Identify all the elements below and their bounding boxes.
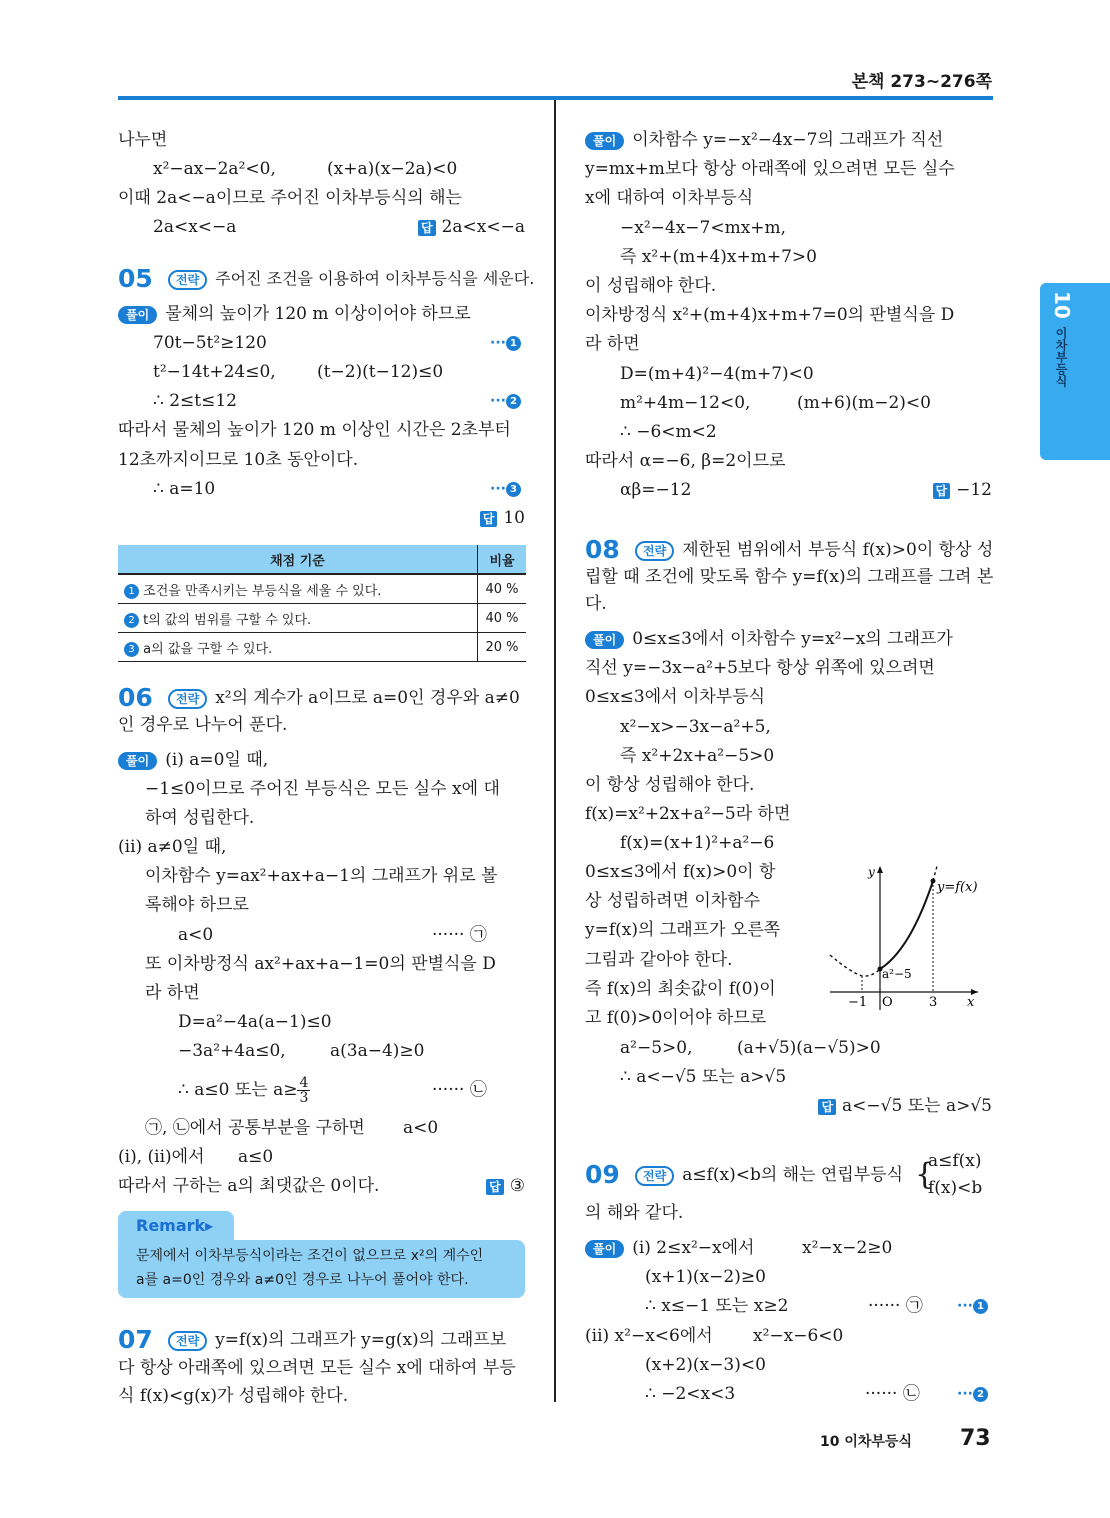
- ratio-cell: 40 %: [478, 574, 527, 604]
- text-line: 또 이차방정식 ax²+ax+a−1=0의 판별식을 D: [145, 954, 496, 974]
- answer-value: −12: [956, 480, 992, 500]
- scoring-table: [118, 545, 526, 662]
- text-line: 나누면: [118, 130, 168, 150]
- solution-badge: 풀이: [585, 132, 624, 150]
- answer-badge: 답: [480, 511, 498, 527]
- table-row: [118, 604, 526, 633]
- answer-badge: 답: [486, 1179, 504, 1195]
- text-line: 립할 때 조건에 맞도록 함수 y=f(x)의 그래프를 그려 본: [585, 567, 994, 587]
- text-line: 이 성립해야 한다.: [585, 276, 717, 296]
- strategy-line: [168, 1328, 506, 1352]
- ratio-cell: 20 %: [478, 633, 527, 662]
- problem-number: 09: [585, 1160, 620, 1189]
- solution-text: 0≤x≤3에서 이차함수 y=x²−x의 그래프가: [632, 629, 953, 649]
- answer-badge: 답: [418, 220, 436, 236]
- math-line: 즉 x²+2x+a²−5>0: [620, 746, 775, 766]
- system-brace: {: [915, 1157, 935, 1192]
- remark-box: [118, 1240, 525, 1298]
- math-line: −x²−4x−7<mx+m,: [620, 218, 787, 238]
- text-line: y=mx+m보다 항상 아래쪽에 있으려면 모든 실수: [585, 159, 955, 179]
- problem-number: 05: [118, 264, 153, 293]
- text-line: 이차방정식 x²+(m+4)x+m+7=0의 판별식을 D: [585, 305, 955, 325]
- text-line: 이차함수 y=ax²+ax+a−1의 그래프가 위로 볼: [145, 866, 498, 886]
- text-line: 그림과 같아야 한다.: [585, 950, 733, 970]
- math-line: ∴ 2≤t≤12: [153, 391, 237, 411]
- answer-value: a<−√5 또는 a>√5: [842, 1096, 992, 1116]
- answer-line: [300, 215, 525, 239]
- strategy-badge: 전략: [168, 270, 207, 290]
- math-text: ∴ a≤0 또는 a≥: [178, 1080, 298, 1100]
- math-line: a<0: [403, 1118, 439, 1138]
- math-line: x²−x−6<0: [753, 1326, 844, 1346]
- math-line: a²−5>0,: [620, 1038, 693, 1058]
- math-line: D=a²−4a(a−1)≤0: [178, 1012, 332, 1032]
- answer-line: [760, 1094, 992, 1118]
- strategy-line: [168, 267, 534, 291]
- strategy-text: a≤f(x)<b의 해는 연립부등식: [682, 1165, 904, 1185]
- endpoint: [931, 879, 936, 884]
- math-line: x²−x>−3x−a²+5,: [620, 717, 771, 737]
- math-line: ∴ a=10: [153, 479, 216, 499]
- text-line: y=f(x)의 그래프가 오른쪽: [585, 920, 781, 940]
- step-marker-3: ··· 3: [490, 477, 521, 501]
- text-line: 인 경우로 나누어 푼다.: [118, 715, 288, 735]
- curve-label: y=f(x): [937, 880, 978, 895]
- table-row: [118, 633, 526, 662]
- math-line: a<0: [178, 925, 214, 945]
- equation-tag: ······ ㉠: [432, 925, 487, 945]
- text-line: x에 대하여 이차부등식: [585, 188, 754, 208]
- y-label: y: [868, 865, 875, 879]
- math-line: ∴ −2<x<3: [645, 1384, 736, 1404]
- text-line: (i), (ii)에서: [118, 1147, 205, 1167]
- solution-badge: 풀이: [585, 631, 624, 649]
- text-line: (ii) x²−x<6에서: [585, 1326, 713, 1346]
- text-line: −1≤0이므로 주어진 부등식은 모든 실수 x에 대: [145, 779, 500, 799]
- solution-badge: 풀이: [585, 1240, 624, 1258]
- math-line: ∴ a<−√5 또는 a>√5: [620, 1067, 787, 1087]
- ratio-cell: 40 %: [478, 604, 527, 633]
- remark-title: Remark▸: [136, 1216, 214, 1235]
- criteria-text: t의 값의 범위를 구할 수 있다.: [143, 612, 312, 628]
- math-line: f(x)=(x+1)²+a²−6: [620, 833, 775, 853]
- math-line: m²+4m−12<0,: [620, 393, 751, 413]
- equation-tag: ······ ㉡: [432, 1080, 487, 1100]
- text-line: 0≤x≤3에서 f(x)>0이 항: [585, 862, 776, 882]
- strategy-badge: 전략: [168, 689, 207, 709]
- solution-text: (i) 2≤x²−x에서: [632, 1238, 755, 1258]
- math-line: ∴ x≤−1 또는 x≥2: [645, 1296, 789, 1316]
- math-line: a≤0: [238, 1147, 274, 1167]
- solution-line: [585, 1236, 754, 1260]
- text-line: 즉 f(x)의 최솟값이 f(0)이: [585, 979, 776, 999]
- math-line: t²−14t+24≤0,: [153, 362, 276, 382]
- text-line: 다.: [585, 594, 607, 614]
- problem-number: 06: [118, 683, 153, 712]
- tick-label-3: 3: [929, 995, 938, 1010]
- math-line: 즉 x²+(m+4)x+m+7>0: [620, 247, 817, 267]
- math-line: (m+6)(m−2)<0: [797, 393, 931, 413]
- book-page-reference: 본책 273~276쪽: [851, 72, 992, 92]
- chapter-side-tab[interactable]: [1040, 283, 1110, 460]
- math-line: αβ=−12: [620, 480, 692, 500]
- system-line-1: a≤f(x): [928, 1151, 982, 1171]
- solution-badge: 풀이: [118, 752, 157, 770]
- math-line: (x+a)(x−2a)<0: [327, 159, 458, 179]
- dashed-curve-left: [830, 955, 880, 976]
- text-line: 라 하면: [145, 983, 200, 1003]
- text-line: 직선 y=−3x−a²+5보다 항상 위쪽에 있으려면: [585, 658, 935, 678]
- text-line: 라 하면: [585, 334, 640, 354]
- denominator: 3: [299, 1090, 309, 1106]
- solution-badge: 풀이: [118, 306, 157, 324]
- text-line: 고 f(0)>0이어야 하므로: [585, 1008, 767, 1028]
- answer-line: [860, 478, 992, 502]
- intercept-label: a²−5: [882, 967, 912, 981]
- solution-line: [118, 302, 471, 326]
- text-line: 0≤x≤3에서 이차부등식: [585, 687, 766, 707]
- row-marker: 2: [124, 613, 139, 628]
- fraction: [297, 1076, 310, 1105]
- remark-line: a를 a=0인 경우와 a≠0인 경우로 나누어 풀어야 한다.: [136, 1272, 469, 1288]
- text-line: 식 f(x)<g(x)가 성립해야 한다.: [118, 1386, 349, 1406]
- system-line-2: f(x)<b: [928, 1178, 983, 1198]
- math-line: [178, 1073, 310, 1107]
- text-line: 따라서 α=−6, β=2이므로: [585, 451, 786, 471]
- numerator: 4: [299, 1075, 309, 1091]
- text-line: (ii) a≠0일 때,: [118, 837, 227, 857]
- answer-badge: 답: [818, 1099, 836, 1115]
- text-line: 록해야 하므로: [145, 895, 249, 915]
- criteria-text: a의 값을 구할 수 있다.: [143, 641, 273, 657]
- row-marker: 1: [124, 584, 139, 599]
- math-line: −3a²+4a≤0,: [178, 1041, 286, 1061]
- math-line: 70t−5t²≥120: [153, 333, 267, 353]
- answer-value: 10: [503, 508, 525, 528]
- step-marker-2: ··· 2: [490, 389, 521, 413]
- table-row: [118, 574, 526, 604]
- math-line: (t−2)(t−12)≤0: [317, 362, 444, 382]
- strategy-text: x²의 계수가 a이므로 a=0인 경우와 a≠0: [215, 688, 520, 708]
- solution-line: [585, 128, 943, 152]
- text-line: 상 성립하려면 이차함수: [585, 891, 761, 911]
- row-marker: 3: [124, 642, 139, 657]
- criteria-text: 조건을 만족시키는 부등식을 세울 수 있다.: [143, 583, 382, 599]
- math-line: a(3a−4)≥0: [330, 1041, 425, 1061]
- strategy-badge: 전략: [635, 1166, 674, 1186]
- step-marker-1: ··· 1: [490, 331, 521, 355]
- strategy-line: [635, 538, 993, 562]
- step-marker-2: ··· 2: [957, 1382, 988, 1406]
- answer-value: 2a<x<−a: [441, 217, 525, 237]
- math-line: x²−ax−2a²<0,: [153, 159, 276, 179]
- solid-curve: [880, 881, 933, 969]
- strategy-line: [635, 1163, 903, 1187]
- column-divider: [554, 100, 556, 1402]
- strategy-badge: 전략: [635, 541, 674, 561]
- equation-tag: ······ ㉠: [868, 1296, 923, 1316]
- table-header-ratio: 비율: [478, 545, 527, 574]
- strategy-text: 주어진 조건을 이용하여 이차부등식을 세운다.: [215, 269, 535, 288]
- equation-tag: ······ ㉡: [865, 1384, 920, 1404]
- problem-number: 08: [585, 535, 620, 564]
- math-line: ∴ −6<m<2: [620, 422, 717, 442]
- math-line: (x+2)(x−3)<0: [645, 1355, 766, 1375]
- answer-line: [400, 506, 525, 530]
- strategy-line: [168, 686, 520, 710]
- text-line: 이 항상 성립해야 한다.: [585, 775, 755, 795]
- y-axis-arrow-icon: [877, 866, 883, 873]
- solution-text: 이차함수 y=−x²−4x−7의 그래프가 직선: [632, 130, 944, 150]
- answer-line: [420, 1174, 525, 1198]
- page-number: 73: [960, 1426, 991, 1451]
- answer-badge: 답: [933, 483, 951, 499]
- remark-line: 문제에서 이차부등식이라는 조건이 없으므로 x²의 계수인: [136, 1248, 484, 1264]
- chapter-number: 10: [1050, 291, 1074, 319]
- text-line: 다 항상 아래쪽에 있으려면 모든 실수 x에 대하여 부등: [118, 1358, 516, 1378]
- math-line: x²−x−2≥0: [802, 1238, 893, 1258]
- text-line: 하여 성립한다.: [145, 808, 255, 828]
- answer-value: ③: [509, 1176, 525, 1196]
- text-line: 12초까지이므로 10초 동안이다.: [118, 450, 359, 470]
- strategy-text: y=f(x)의 그래프가 y=g(x)의 그래프보: [215, 1330, 507, 1350]
- text-line: 따라서 구하는 a의 최댓값은 0이다.: [118, 1176, 380, 1196]
- strategy-text: 제한된 범위에서 부등식 f(x)>0이 항상 성: [682, 540, 994, 560]
- math-line: D=(m+4)²−4(m+7)<0: [620, 364, 814, 384]
- chapter-title: 이차부등식: [1054, 327, 1068, 387]
- footer-chapter: 10 이차부등식: [820, 1434, 912, 1450]
- solution-line: [118, 748, 268, 772]
- solution-text: (i) a=0일 때,: [165, 750, 269, 770]
- x-label: x: [967, 995, 975, 1010]
- table-header-criteria: 채점 기준: [118, 545, 478, 574]
- text-line: 따라서 물체의 높이가 120 m 이상인 시간은 2초부터: [118, 420, 511, 440]
- solution-text: 물체의 높이가 120 m 이상이어야 하므로: [165, 304, 471, 324]
- solution-line: [585, 627, 953, 651]
- math-line: (a+√5)(a−√5)>0: [737, 1038, 881, 1058]
- math-line: (x+1)(x−2)≥0: [645, 1267, 766, 1287]
- text-line: 의 해와 같다.: [585, 1203, 684, 1223]
- step-marker-1: ··· 1: [957, 1294, 988, 1318]
- strategy-badge: 전략: [168, 1331, 207, 1351]
- text-line: 이때 2a<−a이므로 주어진 이차부등식의 해는: [118, 188, 462, 208]
- math-line: 2a<x<−a: [153, 217, 237, 237]
- origin-label: O: [882, 995, 893, 1010]
- tick-label-neg1: −1: [848, 995, 868, 1010]
- text-line: ㉠, ㉡에서 공통부분을 구하면: [145, 1118, 365, 1138]
- parabola-graph: [820, 860, 1000, 1010]
- text-line: f(x)=x²+2x+a²−5라 하면: [585, 804, 791, 824]
- problem-number: 07: [118, 1325, 153, 1354]
